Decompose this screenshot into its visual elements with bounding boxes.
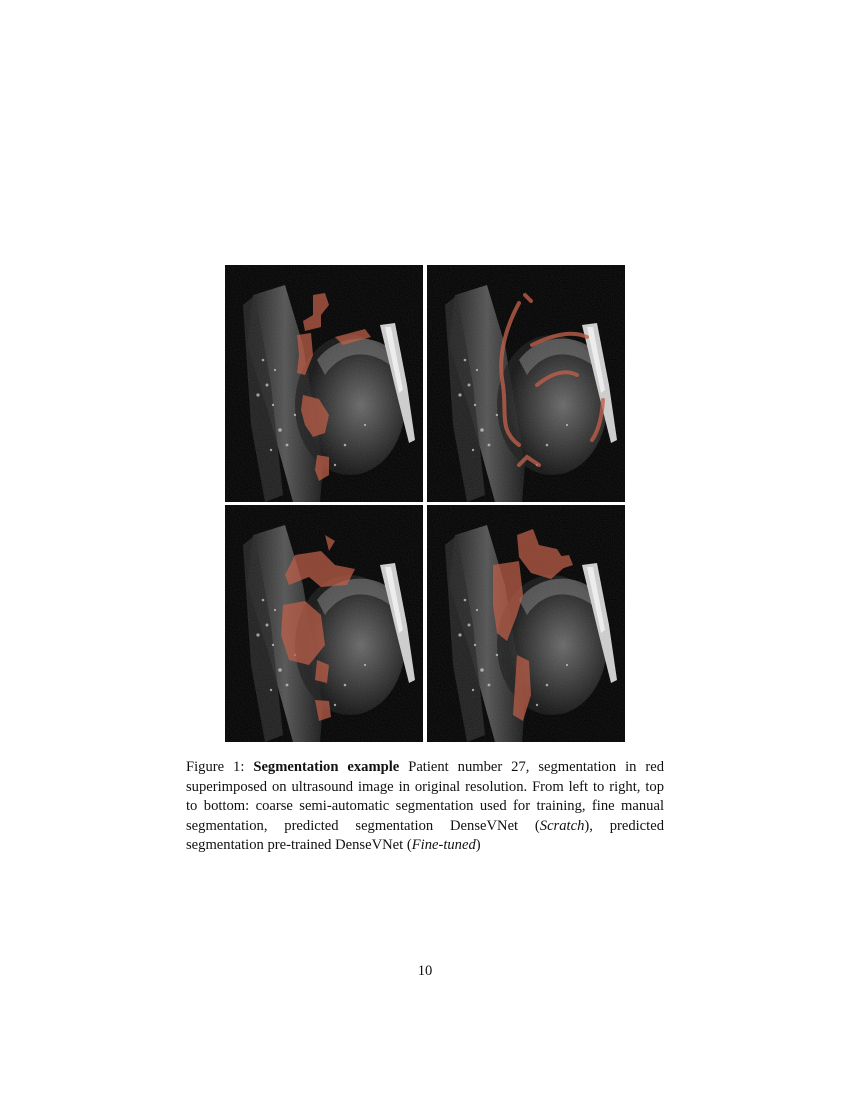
- ultrasound-image: [225, 505, 423, 742]
- caption-scratch: Scratch: [539, 817, 585, 834]
- caption-text-3: ): [475, 837, 481, 853]
- figure-title: Segmentation example: [253, 759, 400, 775]
- figure-label: Figure 1:: [186, 759, 245, 775]
- page-number: 10: [417, 963, 433, 979]
- ultrasound-image: [427, 505, 625, 742]
- panel-densevnet-scratch: [225, 505, 423, 742]
- caption-finetuned: Fine-tuned: [411, 837, 476, 853]
- ultrasound-image: [427, 265, 625, 502]
- panel-coarse-segmentation: [225, 265, 423, 502]
- ultrasound-image: [225, 265, 423, 502]
- caption-text-2: ), predicted segmentation pre-trained DenseVNet (: [186, 817, 664, 853]
- panel-densevnet-fine-tuned: [427, 505, 625, 742]
- caption-text: Patient number 27, segmentation in red superimposed on ultrasound image in original resolution. From left to right, top to bottom: coarse semi-automatic segmentation used for training, fine manual segmentation, predicted segmentation DenseVNet (: [186, 759, 664, 834]
- figure-image-grid: [225, 265, 625, 742]
- panel-fine-manual-segmentation: [427, 265, 625, 502]
- figure-caption: [186, 758, 664, 856]
